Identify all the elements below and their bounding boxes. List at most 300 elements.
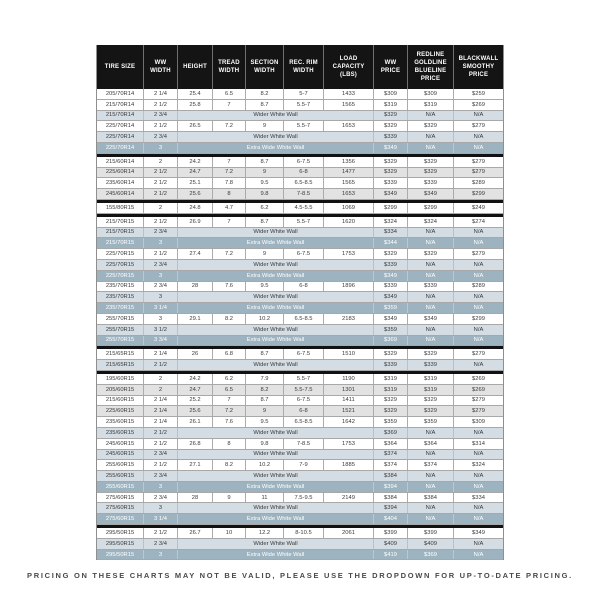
cell-section-width: 8.2 [245,385,283,395]
cell-tread-width: 7.2 [212,406,245,416]
cell-rim-width: 6-8 [283,406,323,416]
cell-ww-price: $349 [373,189,407,199]
cell-load-capacity: 1510 [323,349,373,359]
cell-ww-price: $369 [373,428,407,438]
cell-tread-width: 6.8 [212,349,245,359]
cell-ww-width: 2 [143,374,177,384]
cell-load-capacity: 1653 [323,189,373,199]
cell-tire-size: 245/60R14 [105,191,135,198]
table-row [97,168,503,179]
cell-section-width: 10.2 [245,460,283,470]
cell-ww-width: 2 3/4 [143,132,177,142]
cell-height: 26 [177,349,212,359]
cell-tire-size: 275/60R15 [105,505,135,512]
cell-ww-width: 2 1/4 [143,89,177,99]
cell-ww-price: $384 [373,471,407,481]
cell-load-capacity: 1356 [323,157,373,167]
cell-ww-width: 2 [143,203,177,213]
cell-load-capacity: 1521 [323,406,373,416]
cell-tread-width: 7 [212,217,245,227]
cell-ww-price: $419 [373,550,407,560]
cell-redline-price: $329 [407,121,453,131]
cell-ww-width: 2 1/2 [143,360,177,370]
cell-blackwall-price: $269 [453,374,503,384]
cell-tread-width: 7.2 [212,121,245,131]
cell-ww-width: 2 1/2 [143,249,177,259]
cell-ww-price: $329 [373,121,407,131]
cell-redline-price: N/A [407,514,453,524]
cell-redline-price: $309 [407,89,453,99]
cell-tire-size: 275/60R15 [105,494,135,501]
table-row [97,417,503,428]
cell-tire-size: 295/50R15 [105,540,135,547]
cell-ww-width: 3 1/4 [143,303,177,313]
table-row [97,189,503,200]
cell-tire-size: 255/70R15 [105,315,135,322]
cell-load-capacity: 1642 [323,417,373,427]
cell-redline-price: $329 [407,168,453,178]
table-row [97,493,503,504]
cell-tread-width: 9 [212,493,245,503]
cell-load-capacity: 1477 [323,168,373,178]
cell-rim-width: 7-8.5 [283,439,323,449]
cell-ww-price: $339 [373,360,407,370]
cell-redline-price: N/A [407,271,453,281]
col-header-blackwall-price: BLACKWALL SMOOTHY PRICE [453,45,503,89]
table-row [97,539,503,550]
cell-load-capacity: 1069 [323,203,373,213]
cell-blackwall-price: N/A [453,111,503,121]
cell-section-width: 9 [245,121,283,131]
wall-type-span: Wider White Wall [177,539,373,549]
cell-blackwall-price: N/A [453,303,503,313]
cell-tire-size: 225/70R15 [105,261,135,268]
cell-blackwall-price: N/A [453,450,503,460]
cell-blackwall-price: N/A [453,228,503,238]
table-header-row [97,45,503,89]
cell-redline-price: $339 [407,360,453,370]
cell-redline-price: N/A [407,503,453,513]
cell-tread-width: 7.2 [212,168,245,178]
table-row [97,514,503,525]
cell-height: 26.5 [177,121,212,131]
cell-tread-width: 4.7 [212,203,245,213]
cell-height: 25.2 [177,396,212,406]
cell-redline-price: $349 [407,314,453,324]
table-row [97,203,503,214]
cell-tread-width: 7.6 [212,417,245,427]
cell-ww-price: $399 [373,528,407,538]
cell-rim-width: 5.5-7 [283,100,323,110]
cell-tread-width: 8.2 [212,314,245,324]
cell-blackwall-price: N/A [453,132,503,142]
cell-ww-price: $309 [373,89,407,99]
cell-load-capacity: 1565 [323,100,373,110]
cell-ww-price: $374 [373,450,407,460]
cell-rim-width: 6.5-8.5 [283,314,323,324]
cell-redline-price: N/A [407,428,453,438]
cell-tire-size: 245/60R15 [105,440,135,447]
cell-ww-width: 2 1/4 [143,417,177,427]
table-row [97,450,503,461]
table-row [97,282,503,293]
cell-height: 25.6 [177,406,212,416]
cell-tire-size: 225/60R14 [105,169,135,176]
cell-blackwall-price: $314 [453,439,503,449]
cell-ww-price: $349 [373,314,407,324]
cell-tread-width: 6.5 [212,385,245,395]
cell-ww-price: $359 [373,303,407,313]
cell-section-width: 8.7 [245,157,283,167]
cell-blackwall-price: $279 [453,349,503,359]
cell-redline-price: $319 [407,100,453,110]
cell-tread-width: 6.2 [212,374,245,384]
cell-blackwall-price: $259 [453,89,503,99]
cell-tire-size: 255/60R15 [105,472,135,479]
cell-ww-price: $319 [373,374,407,384]
cell-ww-width: 2 1/2 [143,217,177,227]
cell-ww-width: 3 1/2 [143,325,177,335]
cell-section-width: 9.5 [245,178,283,188]
cell-tire-size: 255/70R15 [105,326,135,333]
cell-height: 26.7 [177,528,212,538]
cell-rim-width: 6-7.5 [283,157,323,167]
cell-blackwall-price: $334 [453,493,503,503]
col-header-tread-width: TREAD WIDTH [212,45,245,89]
wall-type-span: Wider White Wall [177,132,373,142]
cell-load-capacity: 1433 [323,89,373,99]
wall-type-span: Wider White Wall [177,111,373,121]
cell-blackwall-price: $279 [453,121,503,131]
cell-ww-price: $369 [373,336,407,346]
col-header-load-capacity: LOAD CAPACITY (LBS) [323,45,373,89]
cell-ww-price: $409 [373,539,407,549]
cell-ww-width: 3 [143,550,177,560]
cell-height: 26.1 [177,417,212,427]
table-row [97,228,503,239]
cell-ww-width: 2 3/4 [143,260,177,270]
table-row [97,178,503,189]
cell-redline-price: $329 [407,406,453,416]
cell-section-width: 10.2 [245,314,283,324]
cell-tire-size: 215/60R14 [105,158,135,165]
cell-redline-price: N/A [407,303,453,313]
cell-blackwall-price: $279 [453,168,503,178]
cell-ww-width: 2 1/2 [143,189,177,199]
cell-ww-width: 2 1/2 [143,100,177,110]
cell-height: 25.1 [177,178,212,188]
cell-blackwall-price: $279 [453,406,503,416]
cell-section-width: 6.2 [245,203,283,213]
cell-blackwall-price: $289 [453,178,503,188]
col-header-redline-price: REDLINE GOLDLINE BLUELINE PRICE [407,45,453,89]
table-row [97,349,503,360]
cell-tread-width: 10 [212,528,245,538]
cell-load-capacity: 2061 [323,528,373,538]
cell-blackwall-price: N/A [453,260,503,270]
cell-redline-price: N/A [407,143,453,153]
cell-redline-price: $349 [407,189,453,199]
cell-blackwall-price: $249 [453,203,503,213]
col-header-tire-size: TIRE SIZE [104,63,136,70]
cell-section-width: 12.2 [245,528,283,538]
cell-tire-size: 235/70R15 [105,283,135,290]
cell-ww-price: $339 [373,282,407,292]
cell-ww-price: $349 [373,292,407,302]
cell-tire-size: 225/70R14 [105,123,135,130]
cell-section-width: 9.5 [245,282,283,292]
cell-load-capacity: 1620 [323,217,373,227]
cell-blackwall-price: $289 [453,282,503,292]
cell-height: 24.7 [177,168,212,178]
wall-type-span: Wider White Wall [177,503,373,513]
table-body [97,89,503,560]
cell-tire-size: 205/70R14 [105,90,135,97]
cell-ww-width: 2 3/4 [143,493,177,503]
table-row [97,292,503,303]
cell-rim-width: 7-8.5 [283,189,323,199]
cell-rim-width: 4.5-5.5 [283,203,323,213]
cell-section-width: 7.9 [245,374,283,384]
cell-ww-width: 2 1/2 [143,460,177,470]
cell-section-width: 8.7 [245,396,283,406]
cell-rim-width: 5.5-7 [283,374,323,384]
cell-height: 26.9 [177,217,212,227]
cell-load-capacity: 1653 [323,121,373,131]
cell-tread-width: 7.6 [212,282,245,292]
cell-ww-price: $329 [373,168,407,178]
cell-blackwall-price: N/A [453,238,503,248]
cell-ww-price: $329 [373,396,407,406]
cell-ww-width: 3 1/4 [143,514,177,524]
cell-tire-size: 205/60R15 [105,386,135,393]
cell-ww-price: $364 [373,439,407,449]
cell-blackwall-price: N/A [453,503,503,513]
cell-redline-price: N/A [407,260,453,270]
cell-ww-price: $324 [373,217,407,227]
cell-tread-width: 7 [212,396,245,406]
col-header-height: HEIGHT [177,45,212,89]
wall-type-span: Wider White Wall [177,228,373,238]
cell-rim-width: 7.5-9.5 [283,493,323,503]
table-row [97,528,503,539]
cell-ww-price: $394 [373,503,407,513]
cell-rim-width: 6-7.5 [283,249,323,259]
table-row [97,360,503,371]
table-row [97,406,503,417]
col-header-rec-rim-width: REC. RIM WIDTH [283,45,323,89]
cell-tire-size: 195/60R15 [105,375,135,382]
table-row [97,100,503,111]
cell-ww-width: 3 [143,314,177,324]
cell-ww-price: $339 [373,260,407,270]
cell-blackwall-price: $279 [453,396,503,406]
wall-type-span: Wider White Wall [177,292,373,302]
cell-redline-price: $324 [407,217,453,227]
cell-tread-width: 8 [212,439,245,449]
table-row [97,471,503,482]
cell-tire-size: 245/60R15 [105,451,135,458]
cell-redline-price: N/A [407,238,453,248]
cell-redline-price: $329 [407,396,453,406]
cell-tread-width: 7.8 [212,178,245,188]
table-row [97,217,503,228]
cell-blackwall-price: N/A [453,143,503,153]
cell-ww-width: 2 [143,157,177,167]
cell-section-width: 9.5 [245,417,283,427]
cell-ww-price: $359 [373,417,407,427]
cell-redline-price: $299 [407,203,453,213]
cell-height: 25.6 [177,189,212,199]
cell-rim-width: 6-7.5 [283,349,323,359]
cell-rim-width: 6-7.5 [283,396,323,406]
cell-tread-width: 8 [212,189,245,199]
cell-height: 25.4 [177,89,212,99]
cell-load-capacity: 1301 [323,385,373,395]
cell-redline-price: $399 [407,528,453,538]
wall-type-span: Wider White Wall [177,471,373,481]
cell-redline-price: N/A [407,450,453,460]
cell-tire-size: 215/70R15 [105,229,135,236]
cell-rim-width: 7-9 [283,460,323,470]
wall-type-span: Extra Wide White Wall [177,336,373,346]
cell-tire-size: 235/60R15 [105,429,135,436]
cell-blackwall-price: $269 [453,100,503,110]
cell-redline-price: $359 [407,417,453,427]
cell-tire-size: 155/80R15 [105,204,135,211]
cell-rim-width: 5.5-7 [283,121,323,131]
wall-type-span: Extra Wide White Wall [177,482,373,492]
cell-blackwall-price: $279 [453,157,503,167]
tire-pricing-table [96,45,504,560]
table-row [97,482,503,493]
cell-rim-width: 5.5-7.5 [283,385,323,395]
cell-section-width: 8.7 [245,217,283,227]
cell-tread-width: 6.5 [212,89,245,99]
cell-redline-price: $329 [407,349,453,359]
cell-tire-size: 225/70R14 [105,144,135,151]
cell-blackwall-price: N/A [453,325,503,335]
cell-height: 25.8 [177,100,212,110]
cell-tire-size: 215/65R15 [105,362,135,369]
cell-rim-width: 6.5-8.5 [283,417,323,427]
cell-load-capacity: 1565 [323,178,373,188]
cell-blackwall-price: N/A [453,539,503,549]
cell-ww-width: 2 1/4 [143,396,177,406]
table-row [97,111,503,122]
wall-type-span: Extra Wide White Wall [177,238,373,248]
cell-tire-size: 215/70R15 [105,218,135,225]
cell-blackwall-price: $299 [453,314,503,324]
cell-tread-width: 8.2 [212,460,245,470]
table-row [97,550,503,561]
cell-tire-size: 235/70R15 [105,305,135,312]
cell-ww-price: $359 [373,325,407,335]
cell-section-width: 8.2 [245,89,283,99]
cell-tire-size: 215/60R15 [105,397,135,404]
cell-ww-price: $329 [373,157,407,167]
table-row [97,439,503,450]
cell-rim-width: 5.5-7 [283,217,323,227]
cell-ww-price: $299 [373,203,407,213]
cell-redline-price: $384 [407,493,453,503]
cell-redline-price: N/A [407,471,453,481]
cell-load-capacity: 1885 [323,460,373,470]
cell-tire-size: 235/70R15 [105,294,135,301]
cell-load-capacity: 2183 [323,314,373,324]
table-row [97,121,503,132]
cell-ww-price: $349 [373,143,407,153]
cell-redline-price: $364 [407,439,453,449]
cell-rim-width: 8-10.5 [283,528,323,538]
cell-ww-width: 3 [143,482,177,492]
cell-redline-price: $319 [407,374,453,384]
cell-redline-price: N/A [407,336,453,346]
table-row [97,89,503,100]
cell-ww-width: 3 [143,503,177,513]
cell-load-capacity: 1896 [323,282,373,292]
cell-ww-width: 2 3/4 [143,228,177,238]
cell-ww-width: 2 1/2 [143,428,177,438]
cell-rim-width: 5-7 [283,89,323,99]
cell-ww-width: 3 3/4 [143,336,177,346]
cell-tread-width: 7 [212,157,245,167]
cell-section-width: 9 [245,249,283,259]
table-row [97,336,503,347]
cell-blackwall-price: N/A [453,514,503,524]
cell-redline-price: N/A [407,292,453,302]
cell-ww-price: $319 [373,385,407,395]
cell-tread-width: 7 [212,100,245,110]
wall-type-span: Wider White Wall [177,428,373,438]
cell-rim-width: 6.5-8.5 [283,178,323,188]
wall-type-span: Extra Wide White Wall [177,550,373,560]
table-row [97,157,503,168]
table-row [97,503,503,514]
cell-tire-size: 225/70R15 [105,272,135,279]
cell-redline-price: N/A [407,482,453,492]
table-row [97,143,503,154]
cell-section-width: 11 [245,493,283,503]
table-row [97,428,503,439]
cell-tire-size: 215/70R15 [105,240,135,247]
wall-type-span: Wider White Wall [177,325,373,335]
cell-ww-width: 2 1/2 [143,121,177,131]
cell-redline-price: $374 [407,460,453,470]
cell-blackwall-price: N/A [453,482,503,492]
cell-redline-price: N/A [407,132,453,142]
table-row [97,396,503,407]
cell-ww-price: $344 [373,238,407,248]
cell-blackwall-price: $269 [453,385,503,395]
cell-tire-size: 235/60R14 [105,180,135,187]
cell-redline-price: $329 [407,157,453,167]
cell-ww-width: 2 [143,385,177,395]
table-row [97,238,503,249]
cell-blackwall-price: $299 [453,189,503,199]
cell-blackwall-price: N/A [453,336,503,346]
cell-height: 27.1 [177,460,212,470]
cell-tire-size: 215/70R14 [105,112,135,119]
col-header-section-width: SECTION WIDTH [245,45,283,89]
cell-section-width: 8.7 [245,349,283,359]
cell-blackwall-price: N/A [453,271,503,281]
cell-blackwall-price: $349 [453,528,503,538]
table-row [97,260,503,271]
cell-tire-size: 255/60R15 [105,462,135,469]
cell-height: 24.7 [177,385,212,395]
cell-ww-price: $394 [373,482,407,492]
